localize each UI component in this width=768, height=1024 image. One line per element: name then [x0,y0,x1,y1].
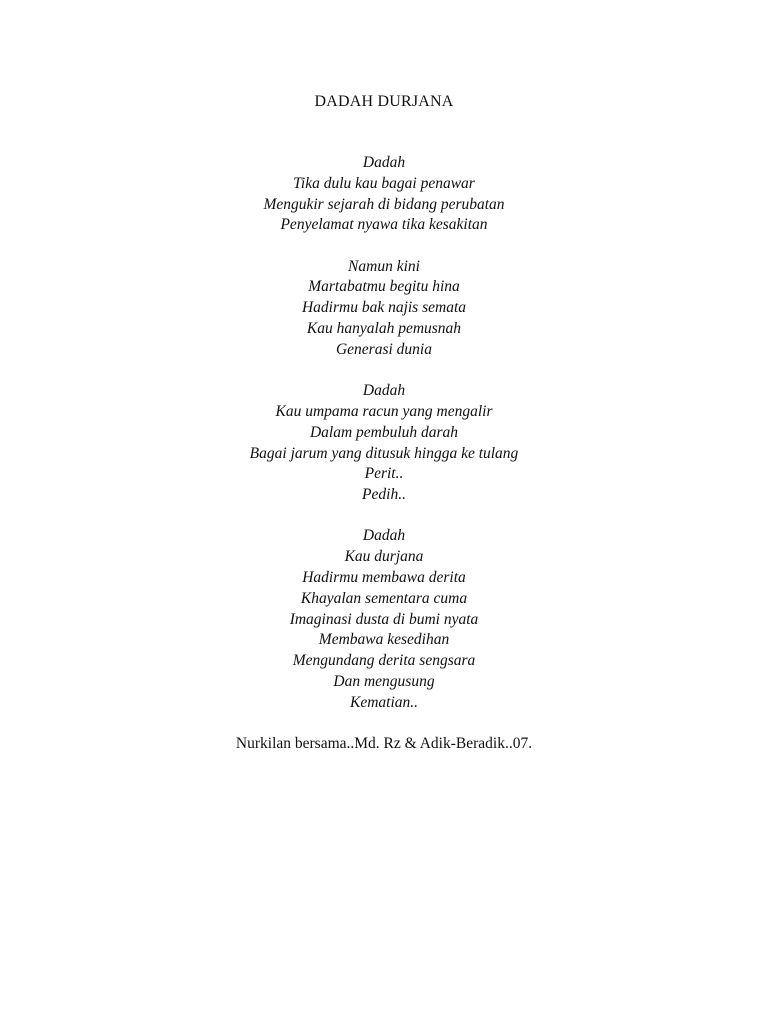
poem-line: Kematian.. [349,693,419,711]
poem-line: Mengukir sejarah di bidang perubatan [263,195,505,213]
poem-title: DADAH DURJANA [314,93,454,110]
poem-line: Dalam pembuluh darah [309,423,459,441]
poem-line: Pedih.. [362,486,406,504]
poem-line: Perit.. [364,465,404,483]
poem-line: Penyelamat nyawa tika kesakitan [280,216,488,234]
poem-line: Bagai jarum yang ditusuk hingga ke tulang [249,444,519,462]
poem-body [0,153,768,734]
poem-line: Dadah [362,527,406,545]
poem-line: Dadah [362,154,406,171]
stanza-2 [0,257,768,361]
poem-line: Tika dulu kau bagai penawar [293,174,475,192]
stanza-3 [0,381,768,506]
poem-line: Kau hanyalah pemusnah [306,320,462,338]
poem-line: Namun kini [348,257,420,275]
poem-line: Khayalan sementara cuma [300,589,468,607]
poem-line: Mengundang derita sengsara [292,652,476,670]
poem-line: Hadirmu bak najis semata [301,299,467,317]
poem-line: Kau umpama racun yang mengalir [275,402,493,420]
poem-line: Generasi dunia [335,340,432,358]
poem-line: Kau durjana [344,548,424,566]
poem-line: Dadah [362,382,406,400]
poem-line: Dan mengusung [333,673,435,691]
author-credit: Nurkilan bersama..Md. Rz & Adik-Beradik..07. [235,735,533,752]
poem-line: Hadirmu membawa derita [302,569,466,587]
poem-line: Imaginasi dusta di bumi nyata [289,610,479,628]
stanza-4 [0,526,768,713]
poem-line: Martabatmu begitu hina [308,278,460,296]
stanza-1 [0,153,768,236]
poem-line: Membawa kesedihan [318,631,450,649]
